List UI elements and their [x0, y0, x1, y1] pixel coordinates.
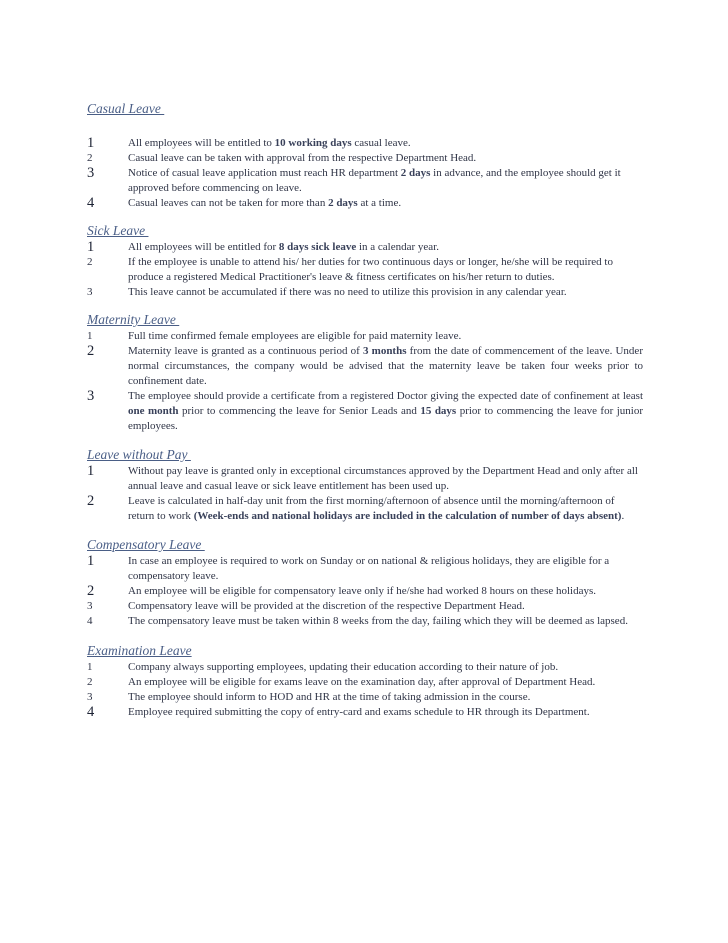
text-run: from the date of commencement of the leave. Under normal circumstances, the company would be advised that the maternity leave be taken four weeks prior to confinement date. [128, 345, 643, 387]
item-list [87, 136, 643, 211]
list-item [87, 705, 643, 720]
text-run: Without pay leave is granted only in exceptional circumstances approved by the Department Head and only after all annual leave and casual leave or sick leave entitlement has been used up. [128, 465, 638, 492]
item-list [87, 554, 643, 629]
item-text [128, 584, 643, 599]
item-text [128, 196, 643, 211]
item-number: 1 [87, 553, 95, 569]
list-item [87, 255, 643, 285]
item-number: 3 [87, 388, 95, 404]
item-list [87, 240, 643, 300]
item-text [128, 285, 643, 300]
item-number: 4 [87, 704, 95, 720]
text-run: Compensatory leave will be provided at the discretion of the respective Department Head. [128, 600, 525, 612]
section-compensatory-leave [87, 536, 643, 629]
item-number: 1 [87, 330, 93, 342]
list-item [87, 240, 643, 255]
item-text [128, 240, 643, 255]
item-number: 2 [87, 583, 95, 599]
text-run: prior to commencing the leave for Senior Leads and [178, 405, 421, 417]
text-run: in a calendar year. [356, 241, 439, 253]
list-item [87, 554, 643, 584]
item-text [128, 464, 643, 494]
text-run: Casual leaves can not be taken for more than [128, 197, 329, 209]
list-item [87, 690, 643, 705]
text-run: casual leave. [351, 137, 411, 149]
list-item [87, 614, 643, 629]
text-run: in advance, and the employee should get it approved before commencing on leave. [128, 167, 621, 194]
bold-text: 3 months [362, 345, 407, 357]
text-run: at a time. [357, 197, 402, 209]
item-text [128, 690, 643, 705]
item-text [128, 614, 643, 629]
section-heading: Sick Leave [87, 223, 149, 238]
item-number: 3 [87, 165, 95, 181]
list-item [87, 166, 643, 196]
list-item [87, 675, 643, 690]
item-text [128, 599, 643, 614]
section-leave-without-pay [87, 446, 643, 524]
item-number: 1 [87, 239, 95, 255]
text-run: An employee will be eligible for exams leave on the examination day, after approval of Department Head. [128, 676, 596, 688]
text-run: This leave cannot be accumulated if there was no need to utilize this provision in any calendar year. [128, 286, 567, 298]
item-number: 2 [87, 676, 93, 688]
list-item [87, 136, 643, 151]
section-heading: Casual Leave [87, 101, 165, 116]
text-run: All employees will be entitled to [128, 137, 275, 149]
item-number: 3 [87, 286, 93, 298]
text-run: Full time confirmed female employees are eligible for paid maternity leave. [128, 330, 462, 342]
text-run: Maternity leave is granted as a continuous period of [128, 345, 363, 357]
section-maternity-leave [87, 311, 643, 434]
item-list [87, 464, 643, 524]
section-heading: Compensatory Leave [87, 537, 205, 552]
list-item [87, 494, 643, 524]
text-run: Employee required submitting the copy of entry-card and exams schedule to HR through its Department. [128, 706, 590, 718]
list-item [87, 660, 643, 675]
bold-text: 15 days [420, 405, 457, 417]
text-run: The compensatory leave must be taken within 8 weeks from the day, failing which they will be deemed as lapsed. [128, 615, 628, 627]
item-number: 1 [87, 661, 93, 673]
section-sick-leave [87, 222, 643, 300]
item-text [128, 136, 643, 151]
section-heading: Leave without Pay [87, 447, 191, 462]
item-number: 3 [87, 600, 93, 612]
text-run: . [621, 510, 625, 522]
list-item [87, 196, 643, 211]
item-number: 2 [87, 256, 93, 268]
item-number: 4 [87, 195, 95, 211]
text-run: Notice of casual leave application must reach HR department [128, 167, 401, 179]
item-number: 2 [87, 152, 93, 164]
item-number: 4 [87, 615, 93, 627]
text-run: All employees will be entitled for [128, 241, 279, 253]
bold-text: one month [128, 405, 179, 417]
section-examination-leave [87, 642, 643, 720]
item-text [128, 554, 643, 584]
item-text [128, 389, 643, 434]
section-heading: Examination Leave [87, 643, 192, 658]
bold-text: 2 days [328, 197, 358, 209]
item-text [128, 344, 643, 389]
item-number: 3 [87, 691, 93, 703]
text-run: Company always supporting employees, updating their education according to their nature of job. [128, 661, 559, 673]
list-item [87, 599, 643, 614]
item-text [128, 166, 643, 196]
item-number: 2 [87, 343, 95, 359]
text-run: An employee will be eligible for compensatory leave only if he/she had worked 8 hours on these holidays. [128, 585, 596, 597]
item-number: 2 [87, 493, 95, 509]
section-heading: Maternity Leave [87, 312, 180, 327]
item-text [128, 151, 643, 166]
item-text [128, 705, 643, 720]
leave-policy-content [87, 100, 643, 720]
text-run: The employee should provide a certificate from a registered Doctor giving the expected date of confinement at least [128, 390, 643, 402]
bold-text: (Week-ends and national holidays are included in the calculation of number of days absent) [193, 510, 622, 522]
list-item [87, 389, 643, 434]
item-list [87, 329, 643, 434]
text-run: If the employee is unable to attend his/ her duties for two continuous days or longer, he/she will be required to produce a registered Medical Practitioner's leave & fitness certificates on his/her return to duties. [128, 256, 613, 283]
list-item [87, 344, 643, 389]
item-number: 1 [87, 135, 95, 151]
list-item [87, 151, 643, 166]
item-text [128, 255, 643, 285]
text-run: In case an employee is required to work on Sunday or on national & religious holidays, they are eligible for a compensatory leave. [128, 555, 610, 582]
list-item [87, 285, 643, 300]
item-list [87, 660, 643, 720]
item-text [128, 660, 643, 675]
list-item [87, 584, 643, 599]
item-number: 1 [87, 463, 95, 479]
item-text [128, 329, 643, 344]
item-text [128, 675, 643, 690]
text-run: The employee should inform to HOD and HR at the time of taking admission in the course. [128, 691, 531, 703]
text-run: Casual leave can be taken with approval from the respective Department Head. [128, 152, 477, 164]
section-casual-leave [87, 100, 643, 211]
bold-text: 10 working days [274, 137, 352, 149]
text-run: prior to commencing the leave for junior employees. [128, 405, 644, 432]
list-item [87, 329, 643, 344]
bold-text: 8 days sick leave [278, 241, 357, 253]
list-item [87, 464, 643, 494]
text-run: Leave is calculated in half-day unit from the first morning/afternoon of absence until the morning/afternoon of return to work [128, 495, 615, 522]
item-text [128, 494, 643, 524]
bold-text: 2 days [400, 167, 431, 179]
